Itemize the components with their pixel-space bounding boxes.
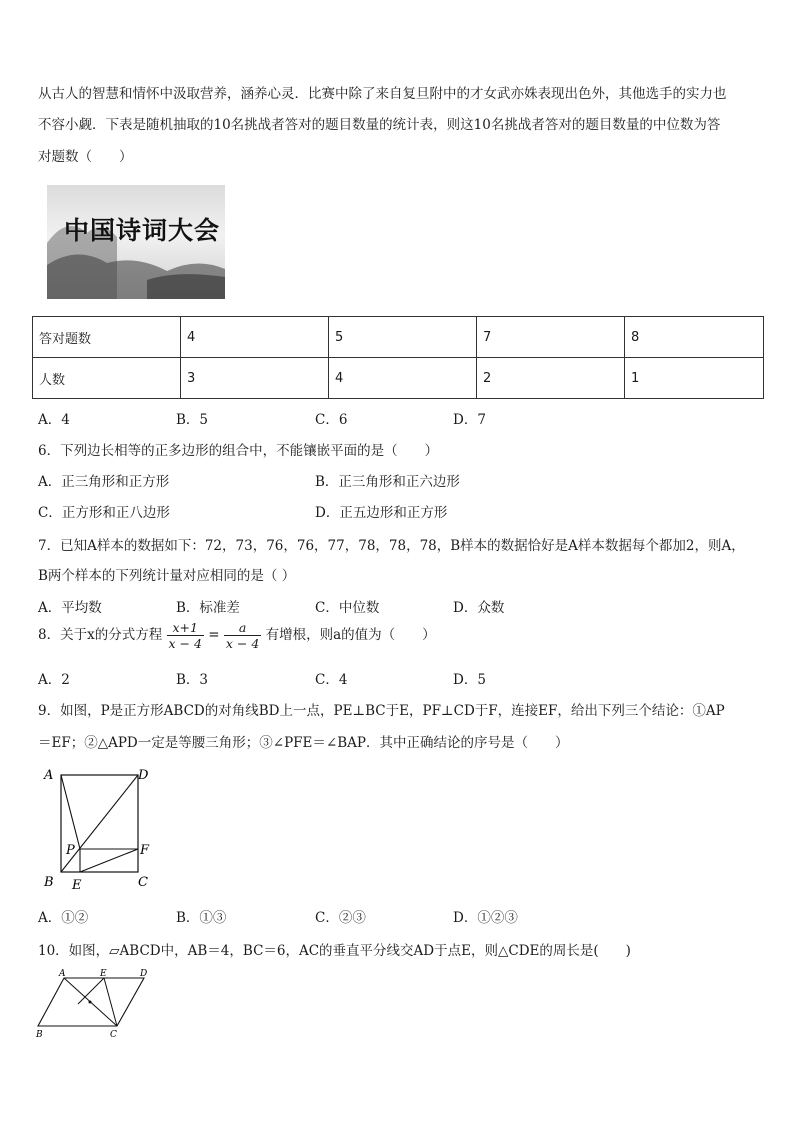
label-a: A [44,768,54,783]
segment-ce [104,978,117,1026]
label-e: E [72,878,82,893]
q5-option-a: A．4 [38,412,70,428]
q9-line-2: ＝EF；②△APD一定是等腰三角形；③∠PFE＝∠BAP．其中正确结论的序号是（ ） [38,735,569,751]
q6-option-a: A．正三角形和正方形 [38,474,170,490]
q5-option-b: B．5 [176,412,209,428]
label-b: B [36,1030,43,1040]
table-cell: 8 [625,317,764,358]
square-figure [38,762,168,894]
fraction-1 [167,620,204,651]
fraction-1-denominator: x − 4 [168,636,202,651]
q6-option-d: D．正五边形和正方形 [315,505,448,521]
intro-line-2: 不容小觑．下表是随机抽取的10名挑战者答对的题目数量的统计表，则这10名挑战者答对的题目数量的中位数为答 [38,117,721,133]
q8-stem [38,620,436,651]
table-cell: 3 [181,358,329,399]
q8-option-c: C．4 [315,672,348,688]
intro-line-3: 对题数（ ） [38,149,133,165]
table-cell: 7 [477,317,625,358]
q5-option-d: D．7 [453,412,486,428]
fraction-2 [224,620,261,651]
fraction-2-denominator: x − 4 [225,636,260,651]
table-cell: 4 [181,317,329,358]
intro-line-1: 从古人的智慧和情怀中汲取营养，涵养心灵．比赛中除了来自复旦附中的才女武亦姝表现出色外，其他选手的实力也 [38,86,727,102]
fraction-2-numerator: a [224,620,261,636]
q7-option-b: B．标准差 [176,600,240,616]
parallelogram-figure [34,966,154,1040]
q6-option-c: C．正方形和正八边形 [38,505,170,521]
q9-option-a: A．①② [38,910,89,926]
q7-line-1: 7．已知A样本的数据如下：72，73，76，76，77，78，78，78，B样本的数据恰好是A样本数据每个都加2，则A， [38,538,745,554]
q8-suffix: 有增根，则a的值为（ ） [265,627,436,643]
logo-artwork [47,185,225,299]
perpendicular-bisector [78,978,104,1004]
table-row [33,317,764,358]
q8-option-d: D．5 [453,672,486,688]
q10-stem: 10．如图，▱ABCD中，AB＝4，BC＝6，AC的垂直平分线交AD于点E，则△CDE的周长是( ) [38,943,631,959]
q8-option-b: B．3 [176,672,209,688]
label-f: F [140,843,150,858]
label-p: P [66,843,75,858]
q7-option-d: D．众数 [453,600,505,616]
midpoint-o [89,1001,92,1004]
segment-ap [61,775,80,849]
label-a: A [59,969,66,979]
label-c: C [110,1030,117,1040]
table-cell: 2 [477,358,625,399]
segment-ef [80,849,138,872]
stats-table [32,316,764,399]
fraction-1-numerator: x+1 [167,620,204,636]
q9-option-b: B．①③ [176,910,227,926]
label-d: D [140,969,148,979]
label-b: B [44,875,54,890]
poetry-conference-logo [47,185,225,299]
table-cell: 人数 [33,358,181,399]
label-d: D [138,768,149,783]
logo-text: 中国诗词大会 [64,216,221,245]
table-cell: 5 [329,317,477,358]
q5-option-c: C．6 [315,412,348,428]
q6-stem: 6．下列边长相等的正多边形的组合中，不能镶嵌平面的是（ ） [38,443,439,459]
q8-option-a: A．2 [38,672,70,688]
table-cell: 1 [625,358,764,399]
table-cell: 答对题数 [33,317,181,358]
equals-sign: = [208,627,220,643]
q7-option-a: A．平均数 [38,600,102,616]
table-row [33,358,764,399]
table-cell: 4 [329,358,477,399]
label-e: E [100,969,107,979]
q9-option-d: D．①②③ [453,910,518,926]
q7-option-c: C．中位数 [315,600,380,616]
q6-option-b: B．正三角形和正六边形 [315,474,460,490]
q9-line-1: 9．如图，P是正方形ABCD的对角线BD上一点，PE⊥BC于E，PF⊥CD于F，连接EF，给出下列三个结论：①AP [38,703,725,719]
q7-line-2: B两个样本的下列统计量对应相同的是（ ） [38,568,296,584]
label-c: C [138,875,148,890]
q9-option-c: C．②③ [315,910,366,926]
q8-prefix: 8．关于x的分式方程 [38,627,163,643]
